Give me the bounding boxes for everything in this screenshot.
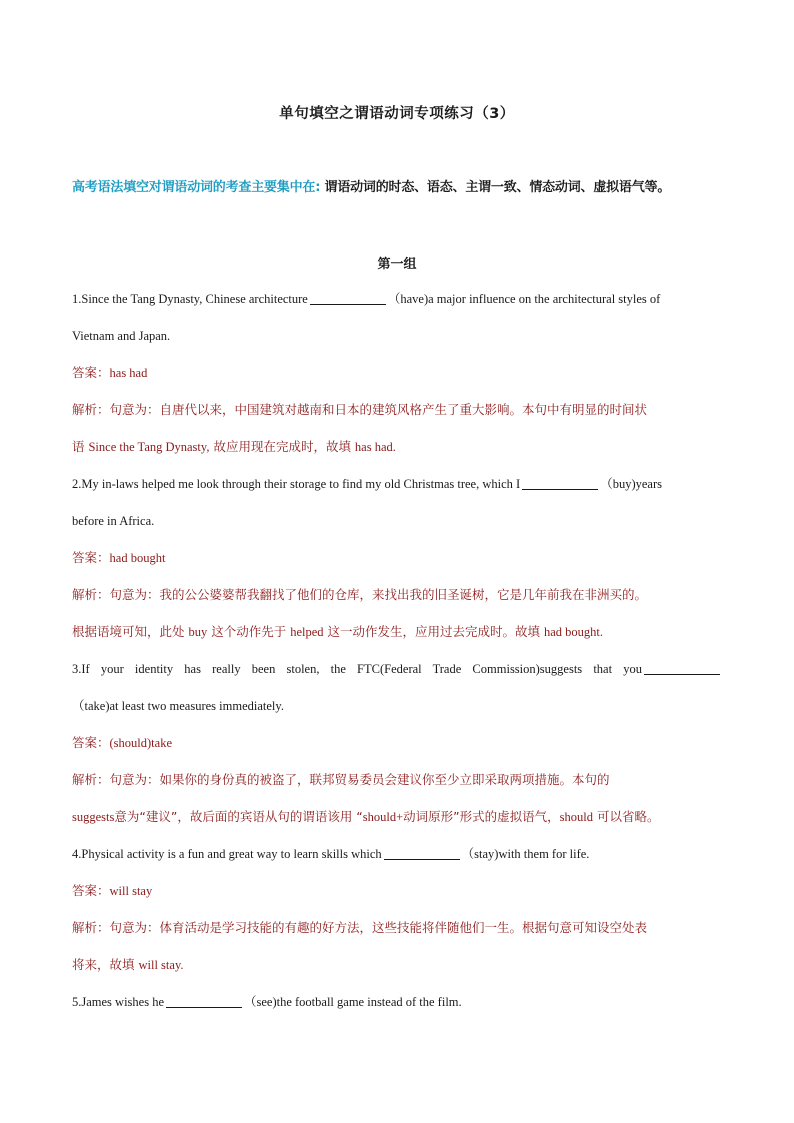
answer-blank xyxy=(644,660,720,675)
explanation-text: will stay. xyxy=(138,958,184,972)
answer-blank xyxy=(522,475,598,490)
answer-blank xyxy=(166,993,242,1008)
explanation-text: buy xyxy=(188,625,208,639)
question-text: 1.Since the Tang Dynasty, Chinese architecture xyxy=(72,292,308,306)
explanation-4-line-2 xyxy=(72,949,722,986)
answer-3 xyxy=(72,727,722,764)
explanation-text: has had. xyxy=(354,440,396,454)
intro-line xyxy=(72,176,732,195)
answer-4 xyxy=(72,875,722,912)
question-text: （see)the football game instead of the film. xyxy=(244,995,462,1009)
explanation-3-line-2 xyxy=(72,801,722,838)
explanation-text: should xyxy=(559,810,593,824)
question-5-line-1 xyxy=(72,986,722,1023)
explanation-2-line-1: 解析：句意为：我的公公婆婆帮我翻找了他们的仓库，来找出我的旧圣诞树，它是几年前我在非洲买的。 xyxy=(72,587,648,602)
explanation-1-line-1: 解析：句意为：自唐代以来，中国建筑对越南和日本的建筑风格产生了重大影响。本句中有明显的时间状 xyxy=(72,402,648,417)
intro-highlight: 高考语法填空对谓语动词的考查主要集中在: xyxy=(72,180,321,195)
question-text: 4.Physical activity is a fun and great way to learn skills which xyxy=(72,847,382,861)
exercise-list xyxy=(72,283,722,1023)
question-text: 3.If your identity has really been stolen, the FTC(Federal Trade Commission)suggests that you xyxy=(72,662,642,676)
question-2-line-1 xyxy=(72,468,722,505)
explanation-text: 这个动作先于 xyxy=(207,624,291,639)
question-3-line-1 xyxy=(72,653,722,690)
question-3-line-2: （take)at least two measures immediately. xyxy=(72,699,284,713)
explanation-text: should+ xyxy=(362,810,404,824)
answer-blank xyxy=(384,845,460,860)
question-1-line-2: Vietnam and Japan. xyxy=(72,329,171,343)
explanation-1-line-2 xyxy=(72,431,722,468)
explanation-2-line-2 xyxy=(72,616,722,653)
question-text: （stay)with them for life. xyxy=(461,847,590,861)
question-1-line-1 xyxy=(72,283,722,320)
question-text: 5.James wishes he xyxy=(72,995,164,1009)
explanation-text: 将来，故填 xyxy=(72,957,139,972)
group-label: 第一组 xyxy=(377,257,417,272)
explanation-text: 根据语境可知，此处 xyxy=(72,624,189,639)
answer-value: has had xyxy=(109,366,148,380)
explanation-text: 动词原形”形式的虚拟语气， xyxy=(403,809,560,824)
answer-label: 答案： xyxy=(72,883,110,898)
explanation-text: 这一动作发生，应用过去完成时。故填 xyxy=(323,624,544,639)
intro-rest: 谓语动词的时态、语态、主谓一致、情态动词、虚拟语气等。 xyxy=(320,180,671,195)
explanation-3-line-1: 解析：句意为：如果你的身份真的被盗了，联邦贸易委员会建议你至少立即采取两项措施。本句的 xyxy=(72,772,610,787)
question-4-line-1 xyxy=(72,838,722,875)
answer-value: had bought xyxy=(109,551,166,565)
explanation-4-line-1: 解析：句意为：体育活动是学习技能的有趣的好方法，这些技能将伴随他们一生。根据句意可知设空处表 xyxy=(72,920,648,935)
answer-value: (should)take xyxy=(109,736,172,750)
answer-blank xyxy=(310,290,386,305)
explanation-text: 故应用现在完成时，故填 xyxy=(209,439,355,454)
explanation-text: suggests xyxy=(72,810,115,824)
question-text: （buy)years xyxy=(600,477,662,491)
answer-1 xyxy=(72,357,722,394)
answer-label: 答案： xyxy=(72,365,110,380)
page-title: 单句填空之谓语动词专项练习（3） xyxy=(279,106,515,122)
question-text: 2.My in-laws helped me look through their storage to find my old Christmas tree, which I xyxy=(72,477,521,491)
explanation-text: 可以省略。 xyxy=(593,809,660,824)
explanation-text: 语 xyxy=(72,439,89,454)
explanation-text: helped xyxy=(290,625,324,639)
explanation-text: had bought. xyxy=(543,625,603,639)
explanation-text: 意为“建议”，故后面的宾语从句的谓语该用 “ xyxy=(114,809,363,824)
answer-label: 答案： xyxy=(72,735,110,750)
answer-value: will stay xyxy=(109,884,153,898)
question-2-line-2: before in Africa. xyxy=(72,514,155,528)
question-text: （have)a major influence on the architectural styles of xyxy=(387,292,661,306)
explanation-text: Since the Tang Dynasty, xyxy=(88,440,210,454)
answer-label: 答案： xyxy=(72,550,110,565)
answer-2 xyxy=(72,542,722,579)
